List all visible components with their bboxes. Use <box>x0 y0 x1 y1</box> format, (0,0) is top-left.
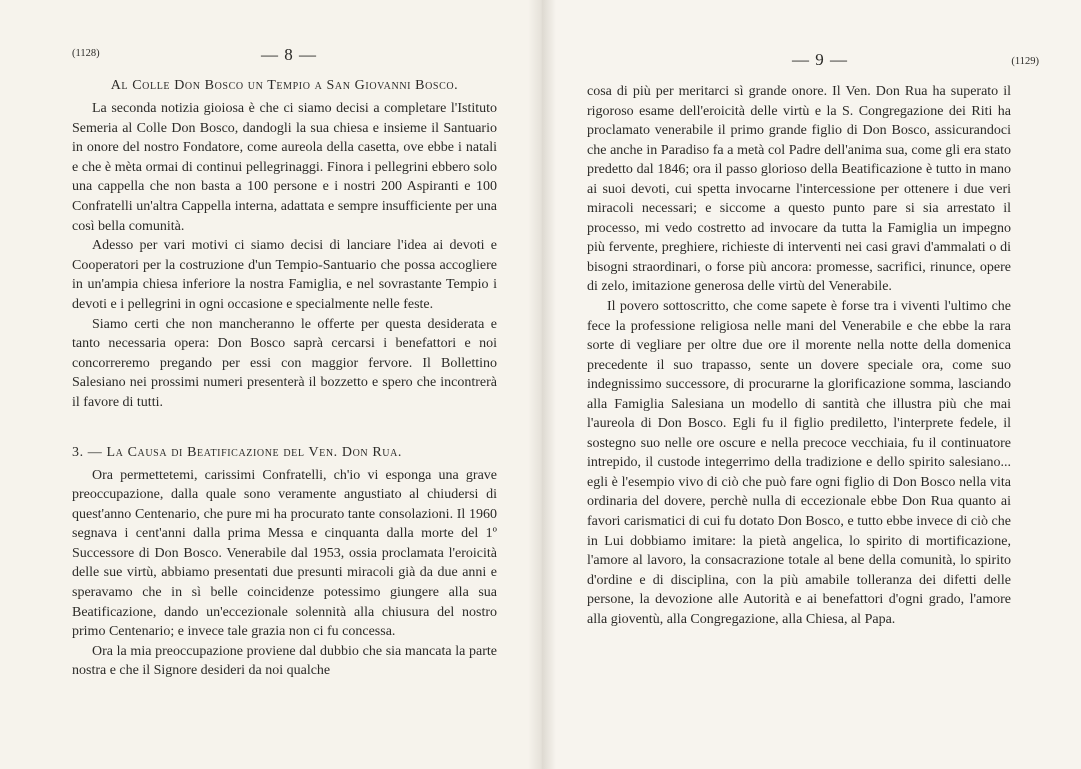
left-paragraph-4: Ora permettetemi, carissimi Confratelli, ch'io vi esponga una grave preoccupazione, dalla quale sono veramente angustiato al chiudersi di quest'anno Centenario, che pure mi ha procurato tante consolazioni. Il 1960 segnava i cent'anni dalla prima Messa e cinquanta dalla morte del 1º Successore di Don Bosco. Venerabile dal 1953, ossia proclamata l'eroicità delle sue virtù, abbiamo presentati due presunti miracoli già da due anni e speravamo che in sì belle coincidenze potessimo giungere alla sua Beatificazione, dando un'eccezionale solennità alla chiusura del nostro primo Centenario; e invece tale grazia non ci fu concessa. <box>72 467 497 640</box>
right-page-body <box>587 82 1011 629</box>
section-heading-colle: Al Colle Don Bosco un Tempio a San Giovanni Bosco. <box>110 78 459 93</box>
section-heading-causa: 3. — La Causa di Beatificazione del Ven. Don Rua. <box>72 444 403 460</box>
right-page-tag: (1129) <box>1011 56 1039 67</box>
right-page <box>541 0 1081 769</box>
left-page-tag: (1128) <box>72 48 100 59</box>
right-page-number: — 9 — <box>792 50 848 69</box>
left-paragraph-1: La seconda notizia gioiosa è che ci siamo decisi a completare l'Istituto Semeria al Colle Don Bosco, dandogli la sua chiesa e insieme il Santuario in onore del nostro Fondatore, come aureola della casetta, ove ebbe i natali e che è mèta ormai di continui pellegrinaggi. Finora i pellegrini ebbero solo una cappella che non basta a 100 persone e i nostri 200 Aspiranti e 100 Confratelli un'altra Cappella interna, adattata e sempre insufficiente per una così bella comunità. <box>72 101 497 234</box>
left-paragraph-5: Ora la mia preoccupazione proviene dal dubbio che sia mancata la parte nostra e che il Signore desideri da noi qualche <box>72 643 497 679</box>
right-paragraph-1: cosa di più per meritarci sì grande onore. Il Ven. Don Rua ha superato il rigoroso esame dell'eroicità delle virtù e la S. Congregazione dei Riti ha proclamato venerabile il primo grande figlio di Don Bosco, assicurandoci che anche in Paradiso fa a metà col Padre dell'anima sua, come gli era stato predetto dal 1846; ora il passo glorioso della Beatificazione è tutto in mano ai suoi devoti, cui spetta invocarne l'intercessione per ottenere i due veri miracoli necessari; e siccome a questo punto pare si sia arrestato il processo, mi vedo costretto ad invocare da tutta la Famiglia un impegno più fervente, preghiere, richieste di interventi nei casi gravi d'ammalati o di bisogni straordinari, o forse più ancora: promesse, sacrifici, rinunce, opere di zelo, imitazione generosa delle virtù del Venerabile. <box>587 84 1011 295</box>
left-paragraph-3: Siamo certi che non mancheranno le offerte per questa desiderata e tanto necessaria opera: Don Bosco saprà cercarsi i benefattori e noi concorreremo pregando per essi con maggior fervore. Il Bollettino Salesiano nei prossimi numeri presenterà il bozzetto e spero che incontrerà il favore di tutti. <box>72 316 497 410</box>
left-page-number: — 8 — <box>261 45 317 64</box>
left-paragraph-2: Adesso per vari motivi ci siamo decisi di lanciare l'idea ai devoti e Cooperatori per la costruzione d'un Tempio-Santuario che possa accogliere in un'ampia chiesa inferiore la nostra Famiglia, e nel sovrastante Tempio i devoti e i pellegrini in ogni occasione e specialmente nelle feste. <box>72 238 497 312</box>
right-page-header <box>587 46 1039 72</box>
right-paragraph-2: Il povero sottoscritto, che come sapete è forse tra i viventi l'ultimo che fece la professione religiosa nelle mani del Venerabile e che ebbe la rara sorte di vegliare per oltre due ore il morente nella notte della domenica precedente il suo trapasso, sente un dovere speciale ora, come suo indegnissimo successore, di procurarne la glorificazione somma, lasciando alla Famiglia Salesiana un modello di santità che illustra più che mai l'aureola di Don Bosco. Egli fu il figlio prediletto, l'interprete fedele, il sostegno suo nelle ore oscure e nella precoce vecchiaia, fu il continuatore intrepido, il custode integerrimo della tradizione e dello spirito salesiano... egli è l'esempio vivo di ciò che può fare ogni figlio di Don Bosco nella vita ordinaria del dovere, perchè nulla di eccezionale ebbe Don Rua quanto ai favori carismatici di cui fu dotato Don Bosco, e tutto ebbe invece di ciò che in Lui dobbiamo imitare: la pietà angelica, lo spirito di mortificazione, l'amore al lavoro, la consacrazione totale al bene della comunità, lo spirito d'ordine e di disciplina, con la più amabile tolleranza dei difetti delle persone, la devozione alle Autorità e ai benefattori d'ogni grado, l'amore alla gioventù, alla Congregazione, alla Chiesa, al Papa. <box>587 299 1011 627</box>
left-page-header <box>72 46 497 72</box>
